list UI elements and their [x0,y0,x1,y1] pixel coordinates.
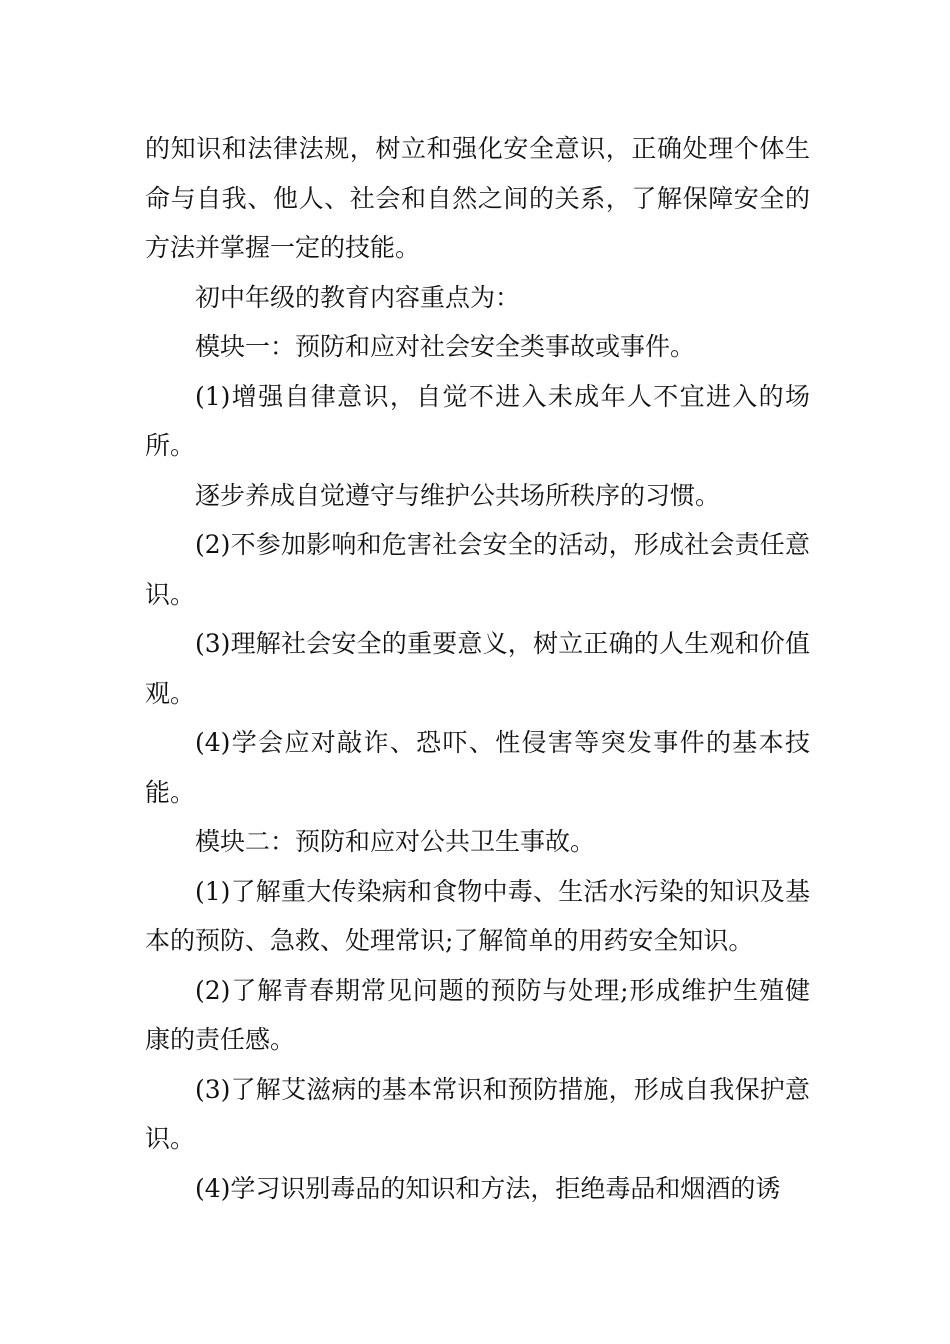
module-one-item-3: (3)理解社会安全的重要意义，树立正确的人生观和价值观。 [145,629,810,708]
module-two-heading: 模块二：预防和应对公共卫生事故。 [195,827,596,856]
module-one-item-2: (2)不参加影响和危害社会安全的活动，形成社会责任意识。 [145,530,810,609]
module-one-item-4: (4)学会应对敲诈、恐吓、性侵害等突发事件的基本技能。 [145,728,810,807]
paragraph-continuation: 的知识和法律法规，树立和强化安全意识，正确处理个体生命与自我、他人、社会和自然之间的关系，了解保障安全的方法并掌握一定的技能。 [145,134,810,262]
module-one-heading: 模块一：预防和应对社会安全类事故或事件。 [195,332,696,361]
module-two-item-4: (4)学习识别毒品的知识和方法，拒绝毒品和烟酒的诱 [195,1173,781,1203]
module-two-item-1: (1)了解重大传染病和食物中毒、生活水污染的知识及基本的预防、急救、处理常识;了解简单的用药安全知识。 [145,876,810,955]
module-one-item-1: (1)增强自律意识，自觉不进入未成年人不宜进入的场所。 [145,381,810,460]
paragraph-intro: 初中年级的教育内容重点为： [195,282,521,312]
module-two-item-3: (3)了解艾滋病的基本常识和预防措施，形成自我保护意识。 [145,1074,810,1153]
document-body [145,124,810,1213]
module-one-item-1-detail: 逐步养成自觉遵守与维护公共场所秩序的习惯。 [195,480,721,510]
module-two-item-2: (2)了解青春期常见问题的预防与处理;形成维护生殖健康的责任感。 [145,975,810,1054]
